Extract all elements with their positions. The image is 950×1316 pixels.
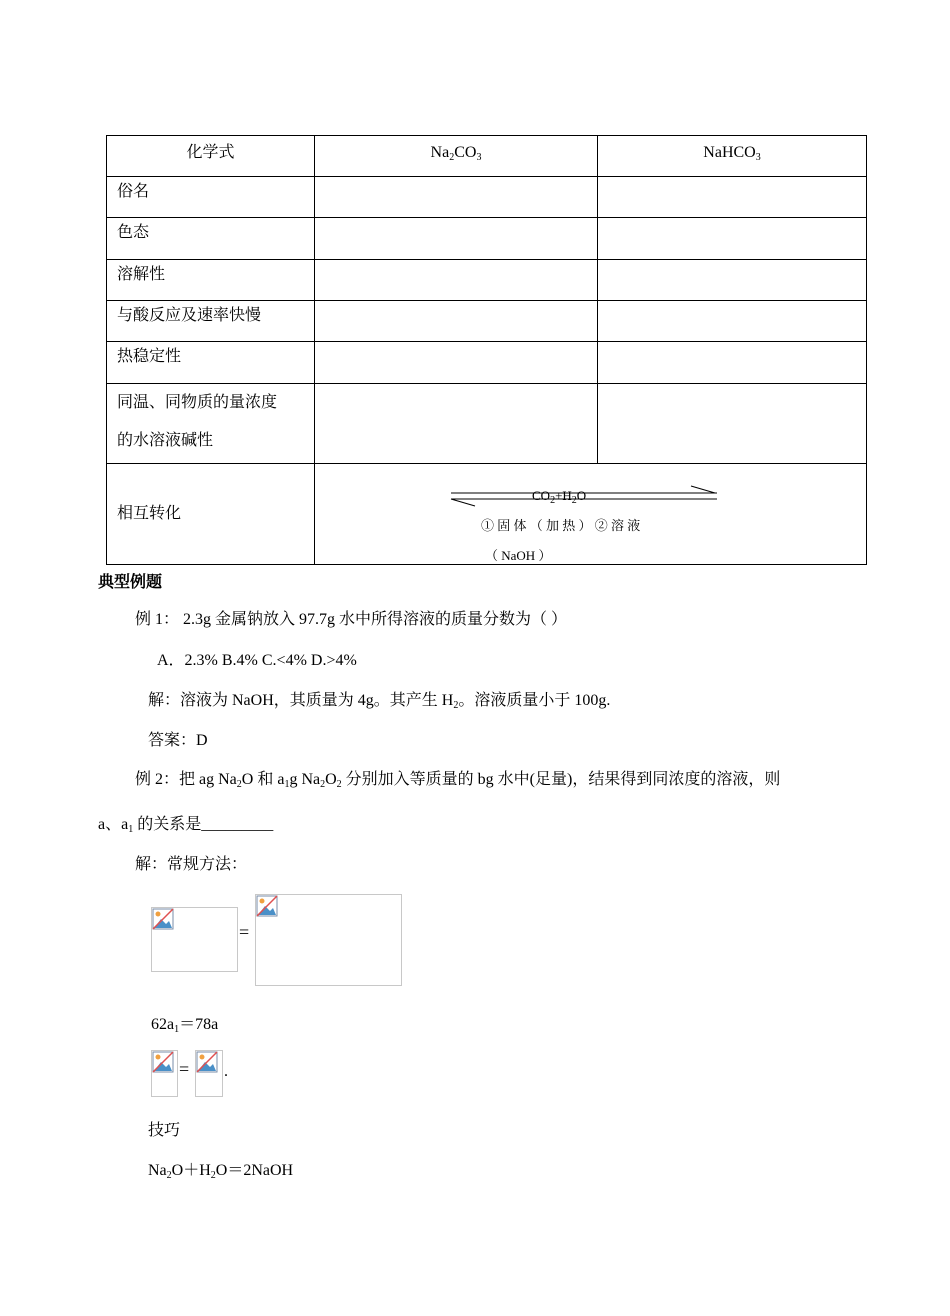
table-row [107, 218, 867, 260]
broken-image-icon [152, 908, 174, 930]
table-row [107, 464, 867, 565]
row-label-acid-reaction: 与酸反应及速率快慢 [107, 301, 315, 342]
row-label-conversion: 相互转化 [107, 464, 315, 565]
table-cell [315, 177, 598, 218]
example-1-answer: 答案：D [148, 732, 208, 749]
conversion-condition-top: $CO_2+H_2O$ [532, 488, 587, 506]
row-label-common-name: 俗名 [107, 177, 315, 218]
equals-sign: = [179, 1059, 190, 1079]
table-row [107, 177, 867, 218]
table-row [107, 301, 867, 342]
table-row [107, 384, 867, 464]
broken-image-icon [196, 1051, 218, 1073]
formula-image-placeholder [151, 1050, 178, 1097]
table-row [107, 260, 867, 301]
table-cell [598, 218, 867, 260]
header-nahco3: NaHCO$_3$ [598, 136, 867, 177]
broken-image-icon [152, 1051, 174, 1073]
conversion-condition-naoh: （ NaOH ） [485, 548, 552, 563]
row-label-alkalinity: 同温、同物质的量浓度 的水溶液碱性 [107, 384, 315, 464]
conversion-condition-solid: ① 固 体 （ 加 热 ） ② 溶 液 [481, 518, 641, 533]
table-row [107, 342, 867, 384]
table-cell [598, 301, 867, 342]
period-mark: . [224, 1063, 228, 1080]
example-2-question-line2: a、$a_1$ 的关系是_________ [98, 816, 274, 835]
table-cell [315, 342, 598, 384]
formula-image-placeholder [195, 1050, 223, 1097]
comparison-table [106, 135, 867, 565]
table-cell [598, 260, 867, 301]
formula-image-placeholder [255, 894, 402, 986]
table-header-row [107, 136, 867, 177]
table-cell [315, 301, 598, 342]
equation-na2o-h2o: $Na_2O+H_2O=2NaOH$ [148, 1162, 294, 1181]
row-label-thermal-stability: 热稳定性 [107, 342, 315, 384]
row-label-appearance: 色态 [107, 218, 315, 260]
broken-image-icon [256, 895, 278, 917]
example-2-method: 解：常规方法： [135, 856, 248, 873]
section-title: 典型例题 [98, 574, 163, 591]
header-na2co3: $Na_2CO_3$ [315, 136, 598, 177]
row-label-solubility: 溶解性 [107, 260, 315, 301]
tip-label: 技巧 [148, 1122, 181, 1139]
formula-image-placeholder [151, 907, 238, 972]
equals-sign: = [239, 922, 250, 942]
table-cell [598, 342, 867, 384]
example-2-question: 例 2：把 ag $Na_2O$ 和 $a_1g$ $Na_2O_2$ 分别加入等质量的 bg 水中(足量)，结果得到同浓度的溶液，则 [135, 771, 781, 790]
table-cell [315, 218, 598, 260]
example-1-solution: 解：溶液为 NaOH，其质量为 4g。其产生 $H_2$。溶液质量小于 100g. [148, 692, 611, 711]
table-cell [598, 384, 867, 464]
conversion-cell [315, 464, 867, 565]
example-1-options: A．2.3% B.4% C.<4% D.>4% [157, 652, 357, 669]
example-1-question: 例 1： 2.3g 金属钠放入 97.7g 水中所得溶液的质量分数为（ ） [135, 611, 568, 628]
header-formula: 化学式 [107, 136, 315, 177]
table-cell [598, 177, 867, 218]
table-cell [315, 384, 598, 464]
equation-62a1: $62a_1=78a$ [151, 1016, 219, 1035]
table-cell [315, 260, 598, 301]
